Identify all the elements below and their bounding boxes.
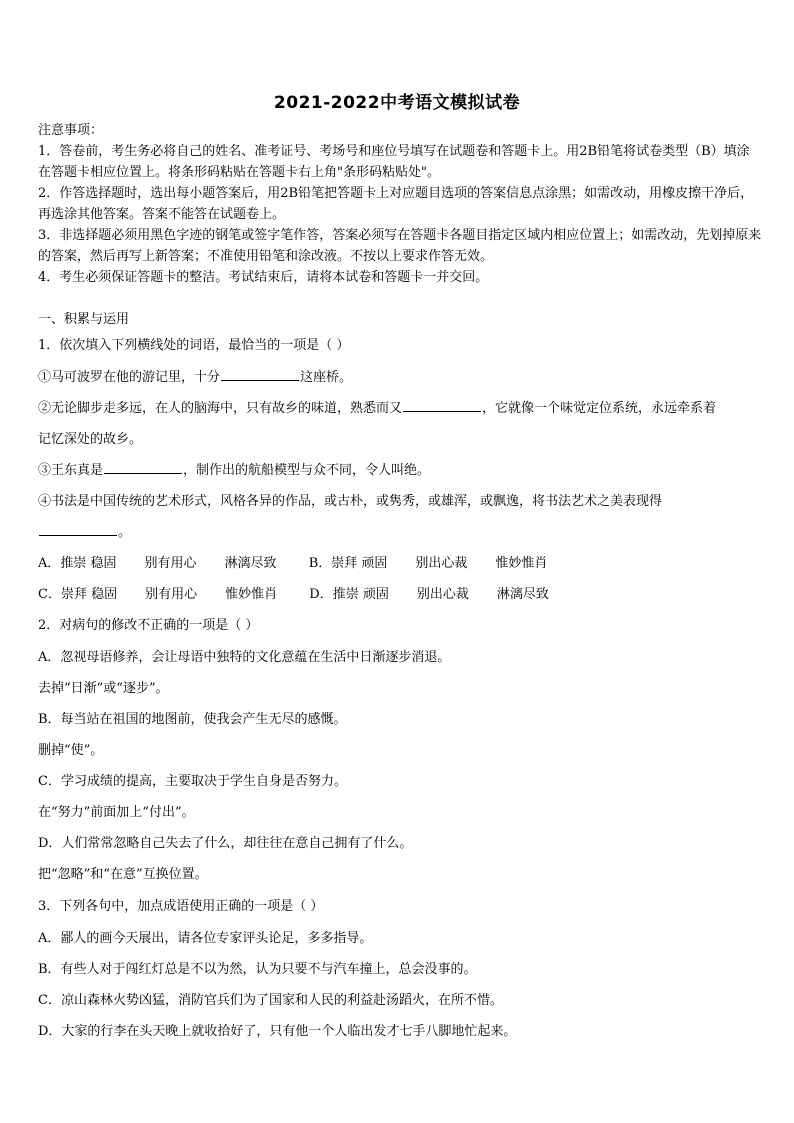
sentence-text: ，它就像一个味觉定位系统，永远牵系着 (482, 401, 717, 416)
option-a-part: 淋漓尽致 (224, 556, 277, 571)
fill-blank (403, 397, 481, 412)
notice-block (38, 120, 762, 288)
option-c-part: 别有用心 (145, 587, 198, 602)
question-3-option-c: C．凉山森林火势凶猛，消防官兵们为了国家和人民的利益赴汤蹈火，在所不惜。 (38, 993, 503, 1008)
sentence-text: ，制作出的航船模型与众不同，令人叫绝。 (183, 463, 431, 478)
question-2-option-b: B．每当站在祖国的地图前，使我会产生无尽的感慨。 (38, 712, 347, 727)
question-1-sentence-1 (38, 366, 352, 385)
question-1-sentence-2-cont: 记忆深处的故乡。 (38, 432, 143, 447)
option-d-part: 淋漓尽致 (496, 587, 549, 602)
option-b-part: 惟妙惟肖 (495, 556, 548, 571)
question-3-option-d: D．大家的行李在头天晚上就收拾好了，只有他一个人临出发才七手八脚地忙起来。 (38, 1024, 517, 1039)
sentence-text: ①马可波罗在他的游记里，十分 (38, 370, 221, 385)
section-heading: 一、积累与运用 (38, 312, 130, 327)
option-b (309, 552, 576, 571)
option-d (309, 583, 577, 602)
sentence-text: 。 (118, 525, 132, 540)
option-a-part: A．推崇 稳固 (38, 556, 117, 571)
question-1-sentence-4: ④书法是中国传统的艺术形式，风格各异的作品，或古朴，或隽秀，或雄浑，或飘逸，将书法艺术之美表现得 (38, 494, 663, 509)
question-2-option-d-fix: 把“忽略”和“在意”互换位置。 (38, 867, 208, 882)
question-2-stem: 2．对病句的修改不正确的一项是（ ） (38, 618, 259, 633)
question-2-option-c-fix: 在“努力”前面加上“付出”。 (38, 805, 195, 820)
fill-blank (104, 459, 182, 474)
fill-blank (39, 521, 117, 536)
question-1-sentence-3 (38, 459, 430, 478)
sentence-text: ②无论脚步走多远，在人的脑海中，只有故乡的味道，熟悉而又 (38, 401, 403, 416)
question-1-stem: 1．依次填入下列横线处的词语，最恰当的一项是（ ） (38, 338, 350, 353)
question-1-sentence-2 (38, 397, 716, 416)
option-b-part: B．崇拜 顽固 (308, 556, 388, 571)
option-a (38, 552, 305, 571)
sentence-text: ③王东真是 (38, 463, 104, 478)
notice-heading: 注意事项： (38, 123, 104, 138)
question-2-option-c: C．学习成绩的提高，主要取决于学生自身是否努力。 (38, 774, 347, 789)
question-2-option-d: D．人们常常忽略自己失去了什么，却往往在意自己拥有了什么。 (38, 836, 413, 851)
question-1-sentence-4-cont (38, 521, 131, 540)
notice-item: 4．考生必须保证答题卡的整洁。考试结束后，请将本试卷和答题卡一并交回。 (38, 270, 489, 285)
page-title: 2021-2022中考语文模拟试卷 (273, 93, 521, 113)
notice-item: 1．答卷前，考生务必将自己的姓名、准考证号、考场号和座位号填写在试题卷和答题卡上。用2B铅笔将试卷类型（B）填涂在答题卡相应位置上。将条形码粘贴在答题卡右上角"条形码粘贴处"。 (38, 144, 750, 180)
option-d-part: D．推崇 顽固 (309, 587, 389, 602)
option-d-part: 别出心裁 (416, 587, 469, 602)
option-b-part: 别出心裁 (415, 556, 468, 571)
option-c-part: C．崇拜 稳固 (38, 587, 118, 602)
option-a-part: 别有用心 (144, 556, 197, 571)
notice-item: 3．非选择题必须用黑色字迹的钢笔或签字笔作答，答案必须写在答题卡各题目指定区域内相应位置上；如需改动，先划掉原来的答案，然后再写上新答案；不准使用铅笔和涂改液。不按以上要求作答无效。 (38, 228, 762, 264)
notice-item: 2．作答选择题时，选出每小题答案后，用2B铅笔把答题卡上对应题目选项的答案信息点涂黑；如需改动，用橡皮擦干净后，再选涂其他答案。答案不能答在试题卷上。 (38, 186, 754, 222)
question-2-option-b-fix: 删掉“使”。 (38, 743, 104, 758)
question-3-option-a: A．鄙人的画今天展出，请各位专家评头论足，多多指导。 (38, 931, 373, 946)
option-c (38, 583, 305, 602)
question-2-option-a: A．忽视母语修养，会让母语中独特的文化意蕴在生活中日渐逐步消退。 (38, 650, 451, 665)
question-2-option-a-fix: 去掉“日渐”或“逐步”。 (38, 681, 169, 696)
question-3-stem: 3．下列各句中，加点成语使用正确的一项是（ ） (38, 899, 324, 914)
question-1-options-row-1 (38, 552, 575, 571)
option-c-part: 惟妙惟肖 (225, 587, 278, 602)
question-3-option-b: B．有些人对于闯红灯总是不以为然，认为只要不与汽车撞上，总会没事的。 (38, 962, 477, 977)
fill-blank (221, 366, 299, 381)
question-1-options-row-2 (38, 583, 577, 602)
sentence-text: 这座桥。 (300, 370, 353, 385)
